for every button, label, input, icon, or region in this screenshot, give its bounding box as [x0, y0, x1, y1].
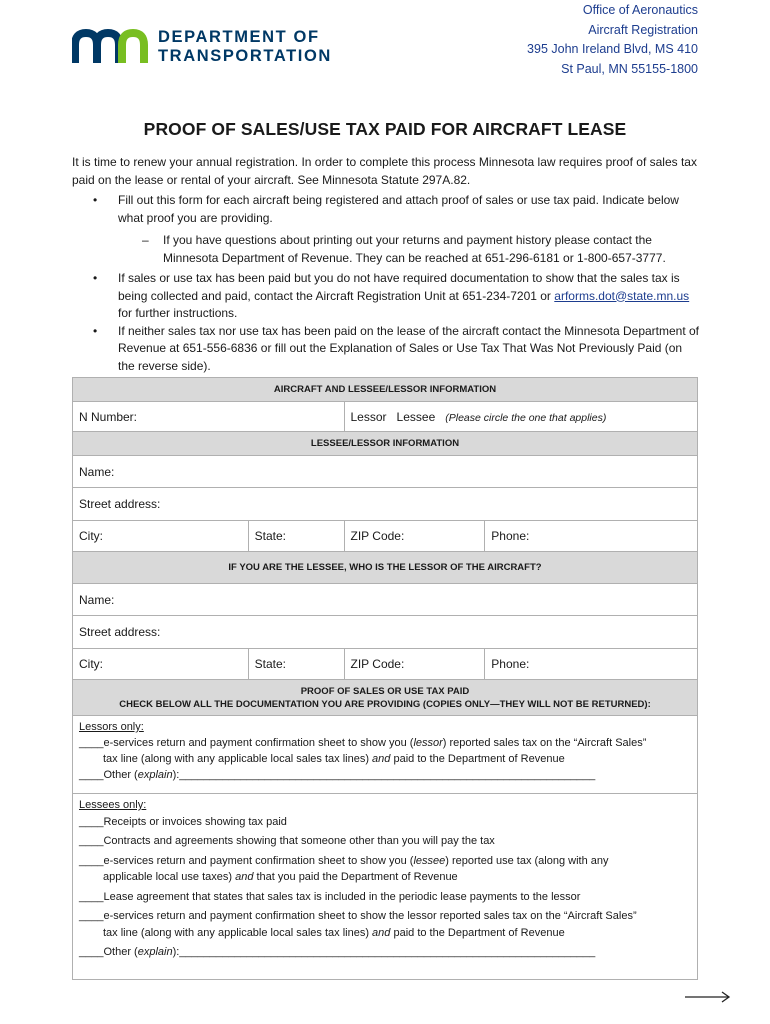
- page-title: PROOF OF SALES/USE TAX PAID FOR AIRCRAFT LEASE: [143, 119, 627, 139]
- bullet-dot: •: [93, 323, 98, 338]
- lessees-only-label: Lessees only:: [79, 799, 147, 811]
- street-label: Street address:: [79, 497, 161, 511]
- lessor-of-aircraft-header: IF YOU ARE THE LESSEE, WHO IS THE LESSOR OF THE AIRCRAFT?: [73, 552, 698, 584]
- street-address-field[interactable]: [73, 488, 698, 521]
- proof-header-line1: PROOF OF SALES OR USE TAX PAID: [300, 685, 470, 697]
- n-number-field[interactable]: [73, 402, 345, 432]
- zip-field[interactable]: [344, 521, 485, 552]
- office-unit: Aircraft Registration: [588, 22, 698, 37]
- proof-section-header: [73, 680, 698, 716]
- bullet-item: [72, 192, 702, 227]
- name-label: Name:: [79, 464, 115, 479]
- lessee-option[interactable]: Lessee: [396, 409, 436, 424]
- lessee-lessor-section-header: LESSEE/LESSOR INFORMATION: [73, 432, 698, 456]
- city-field[interactable]: [73, 521, 249, 552]
- lessors-only-label: Lessors only:: [79, 721, 144, 733]
- lessors-other-option[interactable]: ____Other (explain):____________________________________________________________________: [79, 769, 596, 781]
- lessor-street-field[interactable]: [73, 616, 698, 649]
- bullet-1-text: Fill out this form for each aircraft being registered and attach proof of sales or use tax paid. Indicate below what proof you are providing.: [118, 193, 679, 225]
- lessees-contracts-option[interactable]: ____Contracts and agreements showing that someone other than you will pay the tax: [79, 835, 495, 847]
- city-label: City:: [79, 657, 103, 671]
- lessees-lease-agreement-option[interactable]: ____Lease agreement that states that sales tax is included in the periodic lease payments to the lessor: [79, 890, 581, 903]
- lessor-city-field[interactable]: [73, 649, 249, 680]
- state-label: State:: [254, 529, 286, 543]
- lessees-eservices-option[interactable]: ____e-services return and payment confirmation sheet to show you (lessee) reported use tax (along with any: [79, 854, 609, 867]
- state-field[interactable]: [248, 521, 344, 552]
- city-label: City:: [79, 529, 103, 543]
- bullet-list-1: [72, 192, 702, 227]
- lessor-name-field[interactable]: [73, 584, 698, 616]
- email-link[interactable]: arforms.dot@state.mn.us: [554, 288, 690, 303]
- phone-label: Phone:: [491, 529, 530, 543]
- office-address: [527, 1, 698, 79]
- zip-label: ZIP Code:: [350, 657, 405, 671]
- lessor-state-field[interactable]: [248, 649, 344, 680]
- logo-text-line2: TRANSPORTATION: [158, 47, 332, 65]
- office-street: 395 John Ireland Blvd, MS 410: [527, 42, 698, 56]
- next-page-arrow-icon: [684, 990, 732, 1004]
- logo-text-line1: DEPARTMENT OF: [158, 28, 320, 46]
- lessees-eservices-cont: applicable local use taxes) and that you paid the Department of Revenue: [103, 871, 458, 883]
- lessors-docs-section: [73, 716, 698, 794]
- lessors-eservices-cont: tax line (along with any applicable local sales tax lines) and paid to the Department of Revenue: [103, 753, 565, 765]
- bullet-item: [72, 323, 702, 376]
- lessors-eservices-option[interactable]: ____e-services return and payment confirmation sheet to show you (lessor) reported sales tax on the “Aircraft Sales”: [79, 737, 647, 749]
- lessees-lessor-eservices-option[interactable]: ____e-services return and payment confirmation sheet to show the lessor reported sales tax on the “Aircraft Sales”: [79, 910, 637, 922]
- bullet-2-text: If sales or use tax has been paid but you do not have required documentation to show that the sales tax is being collected and paid, contact the Aircraft Registration Unit at 651-234-7201 or: [118, 271, 680, 303]
- dash-marker: –: [142, 233, 149, 247]
- lessees-lessor-eservices-cont: tax line (along with any applicable local sales tax lines) and paid to the Department of Revenue: [103, 926, 565, 939]
- bullet-dot: •: [93, 271, 98, 285]
- intro-paragraph: It is time to renew your annual registration. In order to complete this process Minnesota law requires proof of sales tax paid on the lease or rental of your aircraft. See Minnesota Statute 297A.82.: [72, 155, 697, 187]
- name-field[interactable]: [73, 456, 698, 488]
- zip-label: ZIP Code:: [350, 529, 405, 543]
- sub-bullet: [142, 232, 702, 267]
- mndot-logo: [72, 28, 332, 66]
- office-city: St Paul, MN 55155-1800: [561, 61, 698, 76]
- lessor-option[interactable]: Lessor: [350, 409, 387, 424]
- proof-header-line2: CHECK BELOW ALL THE DOCUMENTATION YOU ARE PROVIDING (COPIES ONLY—THEY WILL NOT BE RETURNED):: [119, 698, 651, 710]
- phone-label: Phone:: [491, 657, 530, 671]
- bullet-2-post: for further instructions.: [118, 306, 238, 320]
- name-label: Name:: [79, 592, 115, 607]
- circle-note: (Please circle the one that applies): [445, 411, 607, 424]
- state-label: State:: [254, 657, 286, 671]
- lessor-zip-field[interactable]: [344, 649, 485, 680]
- lessor-phone-field[interactable]: [485, 649, 698, 680]
- bullet-list-2: [72, 270, 702, 375]
- bullet-item: [72, 270, 702, 323]
- lessees-receipts-option[interactable]: ____Receipts or invoices showing tax paid: [79, 815, 287, 828]
- office-name: Office of Aeronautics: [582, 3, 698, 17]
- aircraft-section-header: AIRCRAFT AND LESSEE/LESSOR INFORMATION: [73, 378, 698, 402]
- mn-logo-icon: [72, 29, 148, 65]
- lessees-other-option[interactable]: ____Other (explain):____________________________________________________________________: [79, 946, 596, 958]
- street-label: Street address:: [79, 625, 161, 639]
- n-number-label: N Number:: [79, 409, 138, 424]
- lessees-docs-section: [73, 794, 698, 980]
- bullet-dot: •: [93, 193, 98, 207]
- registration-form: [72, 377, 698, 980]
- phone-field[interactable]: [485, 521, 698, 552]
- bullet-3-text: If neither sales tax nor use tax has been paid on the lease of the aircraft contact the Minnesota Department of Revenue at 651-556-6836 or fill out the Explanation of Sales or Use Tax That Was Not Previously Paid (on the reverse side).: [118, 323, 700, 373]
- sub-bullet-text: If you have questions about printing out your returns and payment history please contact the Minnesota Department of Revenue. They can be reached at 651-296-6181 or 1-800-657-3777.: [163, 233, 666, 265]
- lessor-lessee-field: [344, 402, 698, 432]
